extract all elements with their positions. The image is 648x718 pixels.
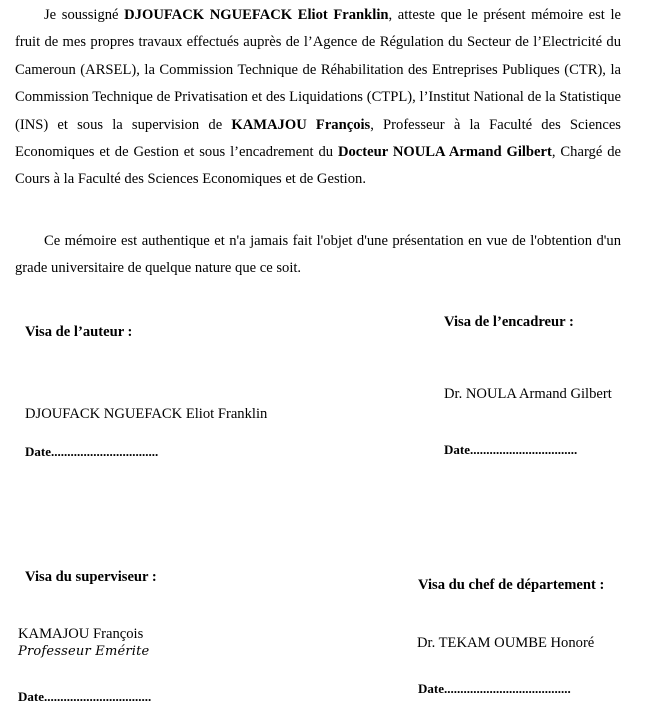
- advisor-signature-name: Dr. NOULA Armand Gilbert: [444, 386, 612, 402]
- advisor-date-field: Date.................................: [444, 442, 578, 457]
- author-date-field: Date.................................: [25, 444, 159, 459]
- declaration-text-2: , atteste que le présent mémoire est le fruit de mes propres travaux effectués auprès de l’Agence de Régulation du Secteur de l’Electricité du Cameroun (ARSEL), la Commission Technique de Réhabilitation des Entreprises Publiques (CTR), la Commission Technique de Privatisation et des Liquidations (CTPL), l’Institut National de la Statistique (INS) et sous la supervision de: [15, 7, 621, 133]
- author-name-bold: DJOUFACK NGUEFACK Eliot Franklin: [124, 7, 389, 23]
- department-head-visa-label: Visa du chef de département :: [418, 577, 605, 593]
- advisor-visa-label: Visa de l’encadreur :: [444, 314, 574, 330]
- advisor-name-bold: Docteur NOULA Armand Gilbert: [337, 144, 552, 161]
- supervisor-visa-label: Visa du superviseur :: [25, 569, 157, 585]
- declaration-text-1: Je soussigné: [44, 7, 125, 23]
- declaration-text-4: , Chargé de Cours à la Faculté des Sciences Economiques et de Gestion.: [15, 144, 621, 188]
- department-head-signature-name: Dr. TEKAM OUMBE Honoré: [417, 635, 595, 651]
- author-signature-name: DJOUFACK NGUEFACK Eliot Franklin: [25, 406, 268, 422]
- supervisor-date-field: Date.................................: [18, 689, 152, 704]
- supervisor-title: Professeur Emérite: [18, 644, 150, 659]
- supervisor-name-bold: KAMAJOU François: [231, 116, 371, 133]
- authenticity-paragraph: Ce mémoire est authentique et n'a jamais fait l'objet d'une présentation en vue de l'obtention d'un grade universitaire de quelque nature que ce soit.: [15, 233, 621, 277]
- declaration-paragraph: [15, 2, 621, 194]
- declaration-text-3: , Professeur à la Faculté des Sciences Economiques et de Gestion et sous l’encadrement du: [15, 116, 621, 161]
- author-visa-label: Visa de l’auteur :: [25, 324, 133, 340]
- supervisor-signature-name: KAMAJOU François: [18, 626, 144, 642]
- department-head-date-field: Date.......................................: [418, 681, 571, 696]
